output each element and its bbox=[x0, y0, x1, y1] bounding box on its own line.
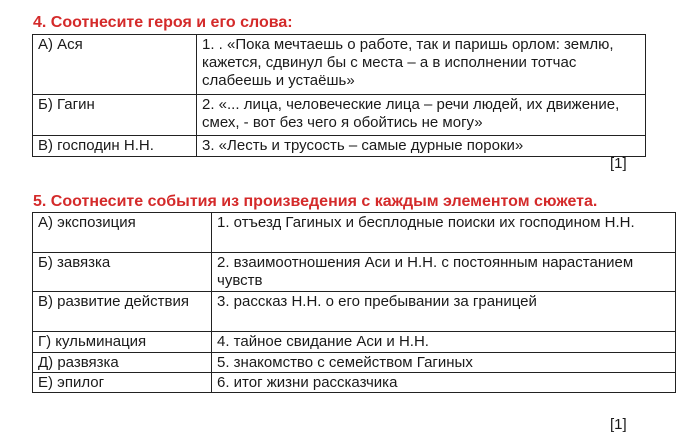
hero-cell: В) господин Н.Н. bbox=[33, 136, 197, 157]
event-cell: 1. отъезд Гагиных и бесплодные поиски их господином Н.Н. bbox=[212, 213, 676, 253]
task4-score: [1] bbox=[610, 155, 627, 172]
hero-cell: А) Ася bbox=[33, 35, 197, 95]
table-row bbox=[33, 353, 676, 373]
quote-cell: 1. . «Пока мечтаешь о работе, так и паришь орлом: землю, кажется, сдвинул бы с места – а в исполнении тотчас слабеешь и устаёшь» bbox=[197, 35, 646, 95]
quote-cell: 2. «... лица, человеческие лица – речи людей, их движение, смех, - вот без чего я обойтись не могу» bbox=[197, 95, 646, 136]
plot-element-cell: Г) кульминация bbox=[33, 332, 212, 353]
table-row bbox=[33, 136, 646, 157]
table-row bbox=[33, 373, 676, 393]
table-row bbox=[33, 332, 676, 353]
event-cell: 6. итог жизни рассказчика bbox=[212, 373, 676, 393]
task4-table bbox=[32, 34, 646, 157]
event-cell: 3. рассказ Н.Н. о его пребывании за границей bbox=[212, 292, 676, 332]
table-row bbox=[33, 253, 676, 292]
quote-cell: 3. «Лесть и трусость – самые дурные пороки» bbox=[197, 136, 646, 157]
table-row bbox=[33, 213, 676, 253]
table-row bbox=[33, 95, 646, 136]
task5-title: 5. Соотнесите события из произведения с каждым элементом сюжета. bbox=[33, 193, 598, 210]
plot-element-cell: Е) эпилог bbox=[33, 373, 212, 393]
plot-element-cell: Б) завязка bbox=[33, 253, 212, 292]
plot-element-cell: Д) развязка bbox=[33, 353, 212, 373]
event-cell: 2. взаимоотношения Аси и Н.Н. с постоянным нарастанием чувств bbox=[212, 253, 676, 292]
plot-element-cell: В) развитие действия bbox=[33, 292, 212, 332]
task4-title: 4. Соотнесите героя и его слова: bbox=[33, 14, 293, 31]
table-row bbox=[33, 292, 676, 332]
event-cell: 4. тайное свидание Аси и Н.Н. bbox=[212, 332, 676, 353]
plot-element-cell: А) экспозиция bbox=[33, 213, 212, 253]
hero-cell: Б) Гагин bbox=[33, 95, 197, 136]
event-cell: 5. знакомство с семейством Гагиных bbox=[212, 353, 676, 373]
table-row bbox=[33, 35, 646, 95]
task5-table bbox=[32, 212, 676, 393]
task5-score: [1] bbox=[610, 416, 627, 433]
